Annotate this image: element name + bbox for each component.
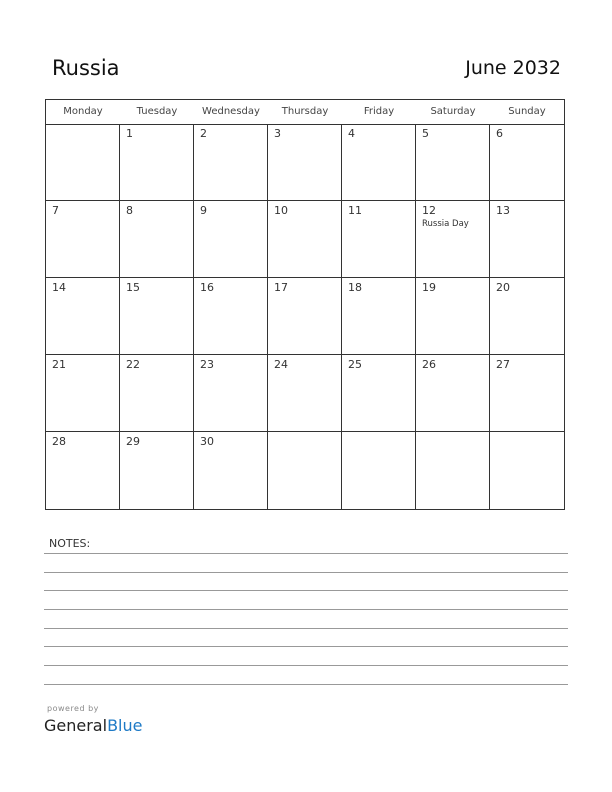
day-cell (490, 124, 564, 201)
weekday-thursday: Thursday (281, 106, 329, 117)
notes-line (44, 665, 568, 666)
day-number: 11 (348, 204, 362, 217)
day-cell (342, 278, 416, 355)
day-number: 4 (348, 127, 355, 140)
notes-line (44, 684, 568, 685)
day-cell (342, 124, 416, 201)
day-cell (268, 201, 342, 278)
day-number: 22 (126, 358, 140, 371)
day-number: 21 (52, 358, 66, 371)
day-cell (120, 355, 194, 432)
notes-label: NOTES: (49, 537, 91, 550)
day-cell (46, 355, 120, 432)
day-cell (194, 355, 268, 432)
day-cell (194, 278, 268, 355)
day-number: 8 (126, 204, 133, 217)
day-number: 15 (126, 281, 140, 294)
notes-line (44, 609, 568, 610)
weekday-friday: Friday (363, 106, 395, 117)
day-number: 24 (274, 358, 288, 371)
notes-line (44, 628, 568, 629)
day-number: 25 (348, 358, 362, 371)
day-cell (342, 355, 416, 432)
brand-logo-general: General (44, 716, 108, 735)
day-cell (120, 201, 194, 278)
day-number: 2 (200, 127, 207, 140)
month-year-title: June 2032 (465, 57, 561, 79)
day-cell (46, 278, 120, 355)
powered-by-text: powered by (47, 704, 99, 713)
country-title: Russia (52, 56, 120, 80)
day-number: 3 (274, 127, 281, 140)
weekday-header-row (46, 100, 564, 125)
day-number: 13 (496, 204, 510, 217)
notes-line (44, 553, 568, 554)
notes-line (44, 590, 568, 591)
weekday-wednesday: Wednesday (202, 106, 260, 117)
notes-line (44, 572, 568, 573)
day-cell (342, 201, 416, 278)
day-number: 29 (126, 435, 140, 448)
day-cell (194, 201, 268, 278)
day-number: 30 (200, 435, 214, 448)
day-cell (268, 355, 342, 432)
day-cell (416, 201, 490, 278)
day-number: 19 (422, 281, 436, 294)
day-number: 9 (200, 204, 207, 217)
holiday-label: Russia Day (422, 219, 469, 229)
day-cell (194, 124, 268, 201)
brand-logo (44, 716, 142, 735)
day-cell (490, 278, 564, 355)
day-cell (490, 432, 564, 509)
day-cell (46, 124, 120, 201)
day-number: 27 (496, 358, 510, 371)
day-cell (194, 432, 268, 509)
day-number: 16 (200, 281, 214, 294)
notes-line (44, 646, 568, 647)
calendar-grid (45, 99, 565, 510)
day-number: 23 (200, 358, 214, 371)
weekday-monday: Monday (63, 106, 103, 117)
day-cell (268, 432, 342, 509)
day-cell (120, 432, 194, 509)
brand-logo-blue: Blue (107, 716, 143, 735)
day-cell (416, 355, 490, 432)
weekday-sunday: Sunday (508, 106, 546, 117)
day-number: 12 (422, 204, 436, 217)
day-cell (416, 432, 490, 509)
day-number: 26 (422, 358, 436, 371)
day-cell (416, 278, 490, 355)
day-cell (46, 201, 120, 278)
day-number: 7 (52, 204, 59, 217)
day-number: 18 (348, 281, 362, 294)
weekday-saturday: Saturday (430, 106, 476, 117)
day-cell (268, 124, 342, 201)
day-number: 14 (52, 281, 66, 294)
day-number: 6 (496, 127, 503, 140)
day-cell (342, 432, 416, 509)
day-number: 20 (496, 281, 510, 294)
day-cell (268, 278, 342, 355)
day-cell (46, 432, 120, 509)
day-number: 17 (274, 281, 288, 294)
day-cell (490, 355, 564, 432)
day-number: 1 (126, 127, 133, 140)
weekday-tuesday: Tuesday (136, 106, 178, 117)
day-cells (46, 124, 564, 509)
day-number: 10 (274, 204, 288, 217)
day-cell (120, 278, 194, 355)
day-cell (416, 124, 490, 201)
day-cell (120, 124, 194, 201)
day-number: 28 (52, 435, 66, 448)
day-number: 5 (422, 127, 429, 140)
day-cell (490, 201, 564, 278)
